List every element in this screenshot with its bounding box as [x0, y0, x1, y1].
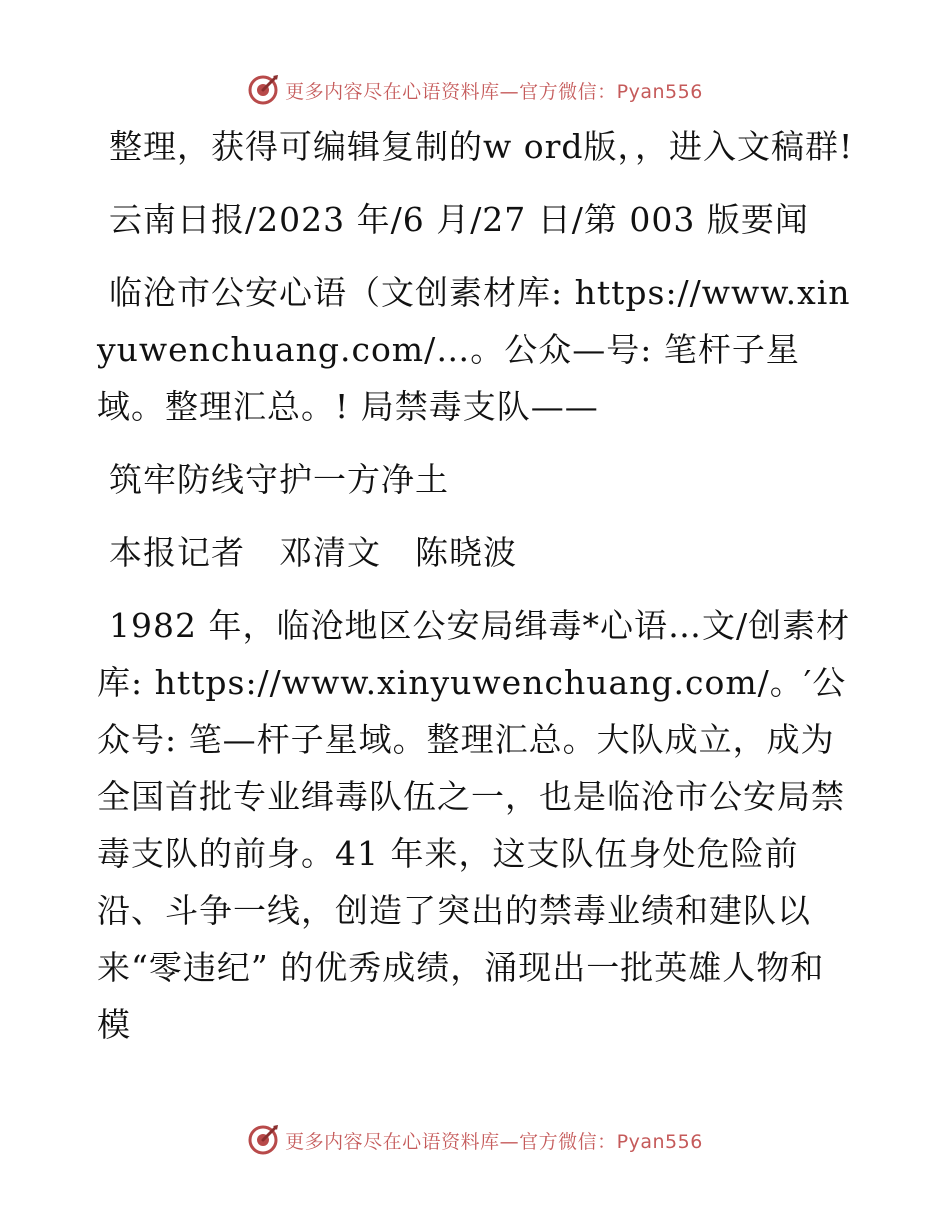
paragraph-body: 1982 年，临沧地区公安局缉毒*心语…文/创素材库: https://www.xinyuwenchuang.com/。′公众号: 笔—杆子星域。整理汇总。大队成立，成为全国首批专业缉毒队伍之一，也是临沧市公安局禁毒支队的前身。41 年来，这支队伍身处危险前沿、斗争一线，创造了突出的禁毒业绩和建队以来“零违纪” 的优秀成绩，涌现出一批英雄人物和模	[97, 606, 851, 1044]
pen-logo-icon	[247, 1124, 279, 1156]
footer-banner	[0, 1120, 950, 1160]
article-headline: 筑牢防线守护一方净土	[109, 460, 449, 499]
header-banner-text: 更多内容尽在心语资料库—官方微信：Pyan556	[285, 80, 703, 103]
article-byline: 本报记者 邓清文 陈晓波	[109, 533, 517, 572]
header-banner	[0, 70, 950, 110]
article-body	[97, 118, 857, 1053]
footer-banner-text: 更多内容尽在心语资料库—官方微信：Pyan556	[285, 1130, 703, 1153]
paragraph-source: 云南日报/2023 年/6 月/27 日/第 003 版要闻	[109, 200, 809, 239]
pen-logo-icon	[247, 74, 279, 106]
paragraph-intro: 整理，获得可编辑复制的w ord版，，进入文稿群!	[109, 127, 854, 166]
paragraph-org-title: 临沧市公安心语（文创素材库: https://www.xinyuwenchuang.com/…。公众—号: 笔杆子星域。整理汇总。! 局禁毒支队——	[97, 273, 851, 426]
